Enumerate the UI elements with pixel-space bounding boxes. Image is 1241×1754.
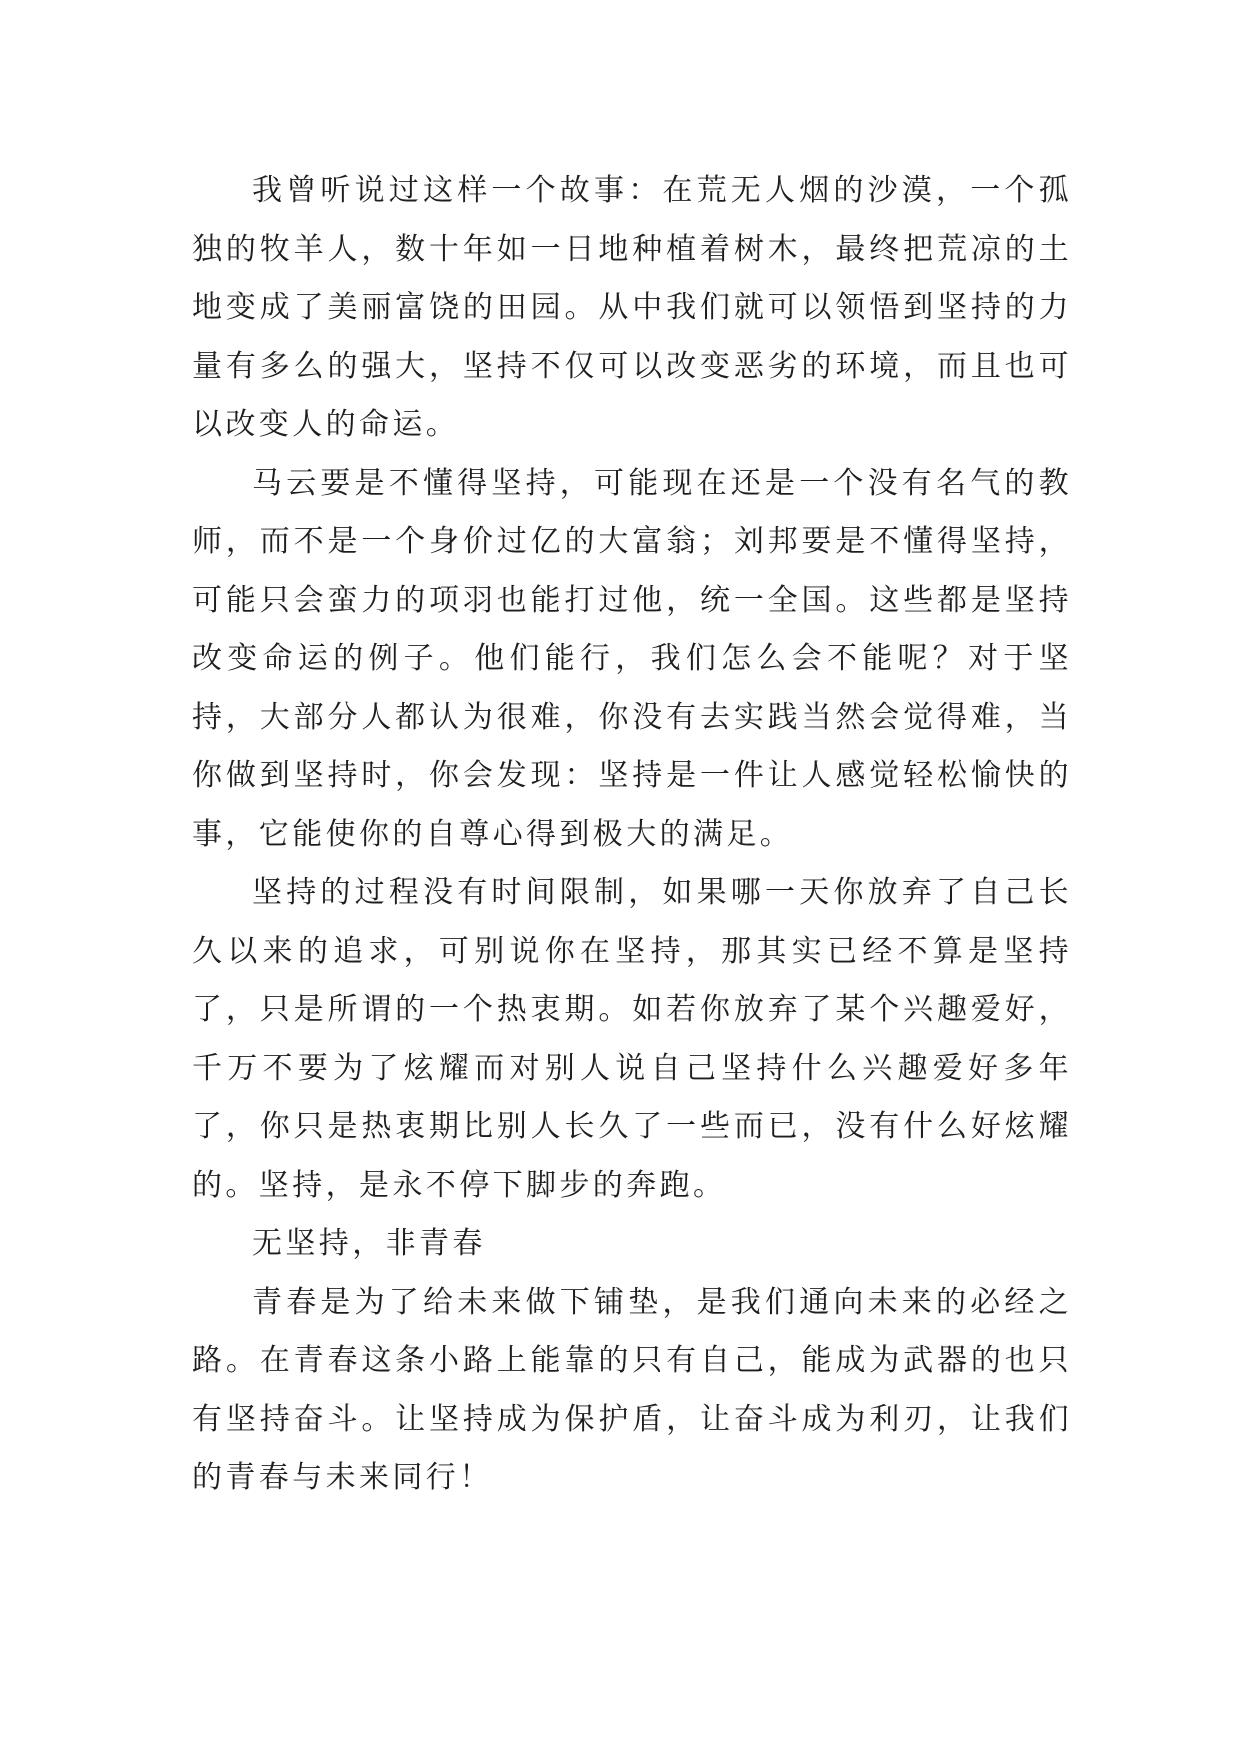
document-body — [192, 162, 1072, 1508]
paragraph-process: 坚持的过程没有时间限制，如果哪一天你放弃了自己长久以来的追求，可别说你在坚持，那其实已经不算是坚持了，只是所谓的一个热衷期。如若你放弃了某个兴趣爱好，千万不要为了炫耀而对别人说自己坚持什么兴趣爱好多年了，你只是热衷期比别人长久了一些而已，没有什么好炫耀的。坚持，是永不停下脚步的奔跑。 — [192, 875, 1072, 1203]
paragraph-desert-story: 我曾听说过这样一个故事：在荒无人烟的沙漠，一个孤独的牧羊人，数十年如一日地种植着树木，最终把荒凉的土地变成了美丽富饶的田园。从中我们就可以领悟到坚持的力量有多么的强大，坚持不仅可以改变恶劣的环境，而且也可以改变人的命运。 — [192, 173, 1072, 442]
paragraph-youth: 青春是为了给未来做下铺垫，是我们通向未来的必经之路。在青春这条小路上能靠的只有自己，能成为武器的也只有坚持奋斗。让坚持成为保护盾，让奋斗成为利刃，让我们的青春与未来同行！ — [192, 1284, 1072, 1495]
section-heading: 无坚持，非青春 — [252, 1226, 486, 1261]
paragraph-examples: 马云要是不懂得坚持，可能现在还是一个没有名气的教师，而不是一个身价过亿的大富翁；刘邦要是不懂得坚持，可能只会蛮力的项羽也能打过他，统一全国。这些都是坚持改变命运的例子。他们能行，我们怎么会不能呢？对于坚持，大部分人都认为很难，你没有去实践当然会觉得难，当你做到坚持时，你会发现：坚持是一件让人感觉轻松愉快的事，它能使你的自尊心得到极大的满足。 — [192, 465, 1072, 852]
